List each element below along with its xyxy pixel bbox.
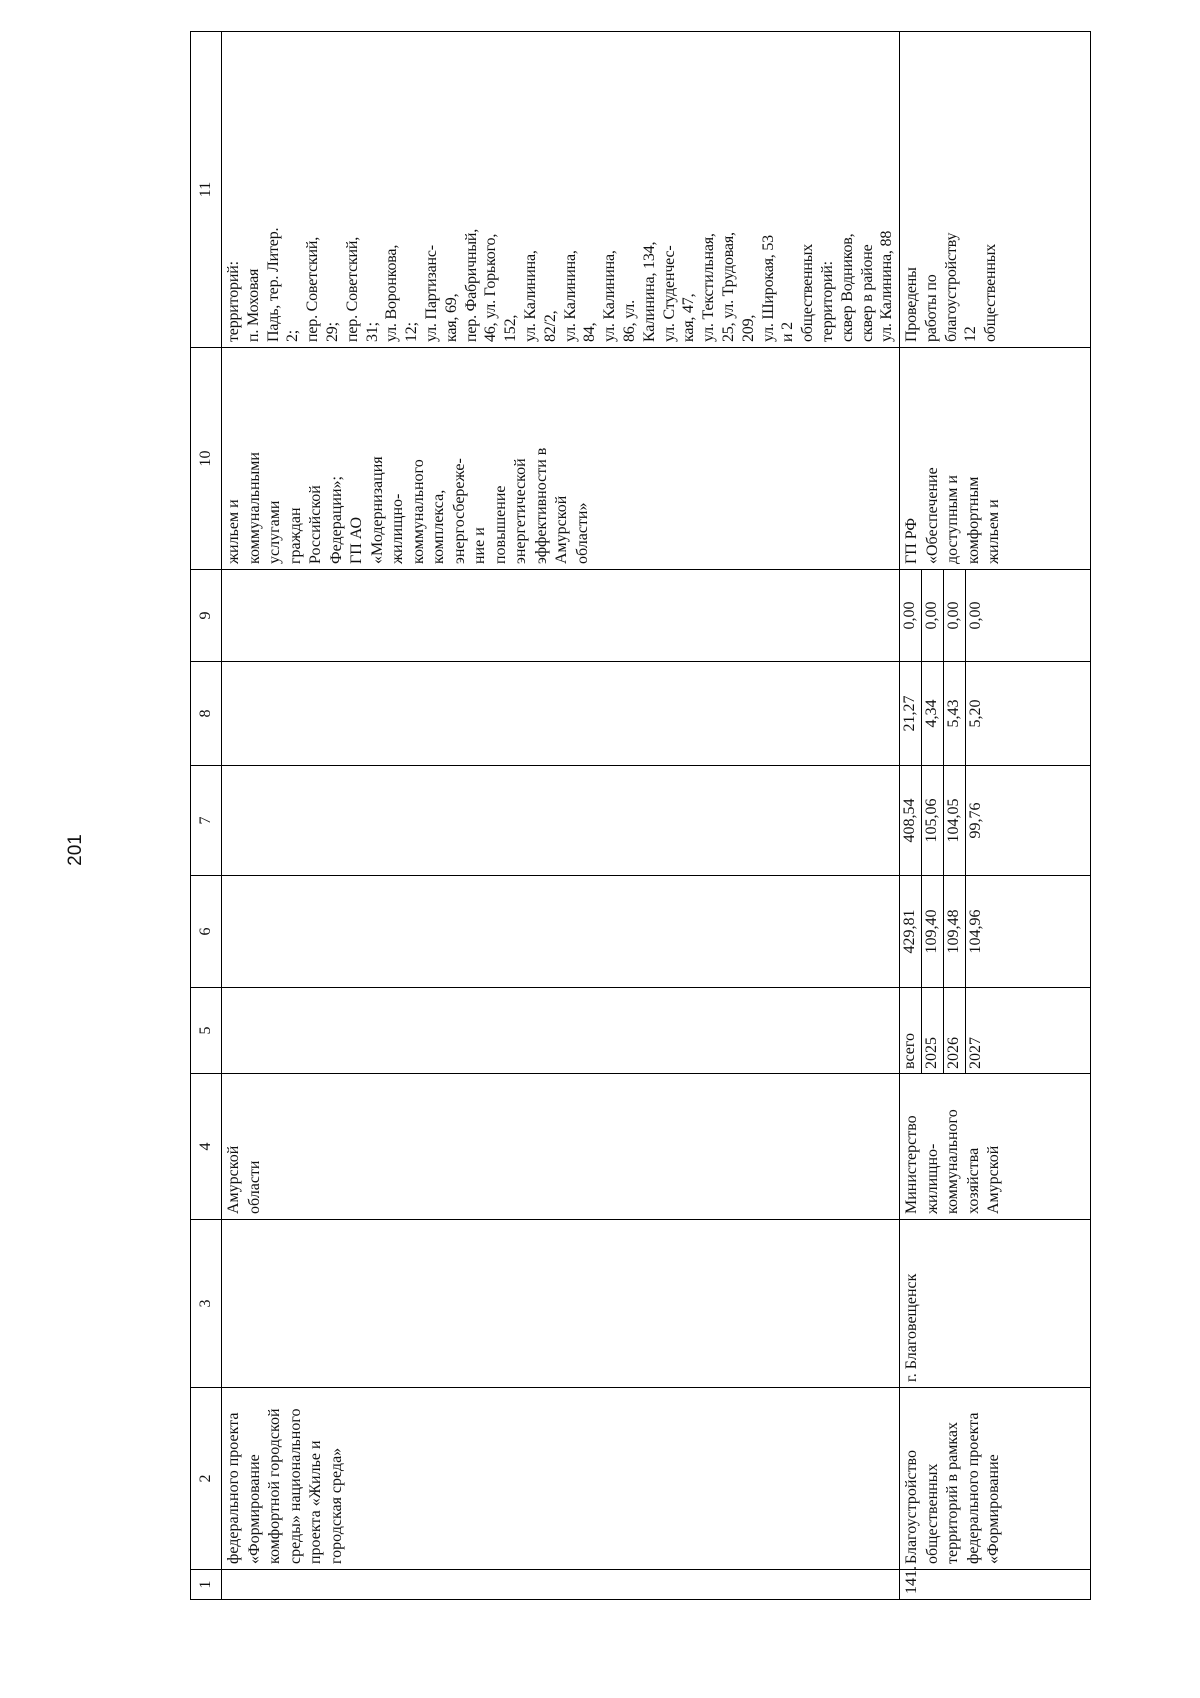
local-budget-cell — [900, 662, 1091, 766]
row-number-cell — [222, 1570, 900, 1600]
header-col-9: 9 — [191, 570, 222, 662]
value: 408,54 — [900, 766, 922, 875]
executor: Амурской области — [225, 1145, 263, 1214]
header-col-6: 6 — [191, 876, 222, 988]
program-cell — [222, 348, 900, 570]
year-label: 2026 — [944, 988, 966, 1073]
program-table — [190, 31, 1091, 1600]
value: 104,05 — [944, 766, 966, 875]
event-name-cell — [900, 1388, 1091, 1570]
table-row-141 — [900, 32, 1091, 1600]
municipality-cell — [222, 1220, 900, 1388]
years-cell — [222, 988, 900, 1074]
executor-cell — [222, 1074, 900, 1220]
year-label: всего — [900, 988, 922, 1073]
regional-budget-cell — [900, 766, 1091, 876]
year-label: 2025 — [922, 988, 944, 1073]
total-cell — [222, 876, 900, 988]
expected-result: Проведены работы по благоустройству 12 общественных — [903, 232, 1000, 342]
header-col-11: 11 — [191, 32, 222, 348]
local-values — [900, 662, 987, 765]
header-col-7: 7 — [191, 766, 222, 876]
event-name-cell — [222, 1388, 900, 1570]
years-list — [900, 988, 987, 1073]
header-col-8: 8 — [191, 662, 222, 766]
year-label: 2027 — [967, 1037, 985, 1069]
header-col-3: 3 — [191, 1220, 222, 1388]
header-col-10: 10 — [191, 348, 222, 570]
value: 21,27 — [900, 662, 922, 765]
value: 0,00 — [944, 570, 966, 661]
value: 105,06 — [922, 766, 944, 875]
result-cell — [222, 32, 900, 348]
value: 109,48 — [944, 876, 966, 987]
program-reference: ГП РФ «Обеспечение доступным и комфортным жильем и — [903, 467, 1003, 564]
value: 0,00 — [900, 570, 922, 661]
executor: Министерство жилищно- коммунального хозяйства Амурской — [903, 1109, 1003, 1214]
rotated-table-page — [190, 32, 1010, 1600]
value: 99,76 — [967, 802, 985, 839]
expected-result: территорий: п. Моховая Падь, тер. Литер. 2; пер. Советский, 29; пер. Советский, 31; ул. Воронкова, 12; ул. Партизанс- кая, 69, пер. Фабричный, 46, ул. Горького, 152, ул. Калинина, 82/2, ул. Калинина, 84, ул. Калинина, 86, ул. Калинина, 134, ул. Студенчес- кая, 47, ул. Текстильная, 25, ул. Трудовая, 209, ул. Широкая, 53 и 2 общественных территорий: сквер Водников, сквер в районе ул. Калинина, 88 — [225, 227, 896, 342]
value: 0,00 — [967, 601, 985, 630]
other-sources-cell — [900, 570, 1091, 662]
page-number: 201 — [65, 834, 86, 866]
regional-values — [900, 766, 987, 875]
table-row-continuation — [222, 32, 900, 1600]
header-col-1: 1 — [191, 1570, 222, 1600]
other-sources-cell — [222, 570, 900, 662]
row-number: 141. — [903, 1566, 921, 1594]
value: 429,81 — [900, 876, 922, 987]
event-name: федерального проекта «Формирование комфортной городской среды» национального проекта «Жилье и городская среда» — [225, 1408, 345, 1564]
event-name: Благоустройство общественных территорий в рамках федерального проекта «Формирование — [903, 1412, 1003, 1564]
column-number-header — [191, 32, 222, 1600]
header-col-5: 5 — [191, 988, 222, 1074]
header-col-2: 2 — [191, 1388, 222, 1570]
local-budget-cell — [222, 662, 900, 766]
value: 104,96 — [967, 909, 985, 954]
executor-cell — [900, 1074, 1091, 1220]
years-cell — [900, 988, 1091, 1074]
municipality: г. Благовещенск — [903, 1273, 921, 1382]
regional-budget-cell — [222, 766, 900, 876]
other-values — [900, 570, 987, 661]
value: 109,40 — [922, 876, 944, 987]
value: 5,20 — [967, 699, 985, 728]
program-reference: жильем и коммунальными услугами граждан Российской Федерации»; ГП АО «Модернизация жилищно- коммунального комплекса, энергосбереже- ние и повышение энергетической эффективности в Амурской области» — [225, 447, 591, 564]
municipality-cell — [900, 1220, 1091, 1388]
header-col-4: 4 — [191, 1074, 222, 1220]
value: 0,00 — [922, 570, 944, 661]
value: 5,43 — [944, 662, 966, 765]
total-cell — [900, 876, 1091, 988]
row-number-cell — [900, 1566, 1091, 1600]
value: 4,34 — [922, 662, 944, 765]
total-values — [900, 876, 987, 987]
result-cell — [900, 32, 1091, 348]
program-cell — [900, 348, 1091, 570]
